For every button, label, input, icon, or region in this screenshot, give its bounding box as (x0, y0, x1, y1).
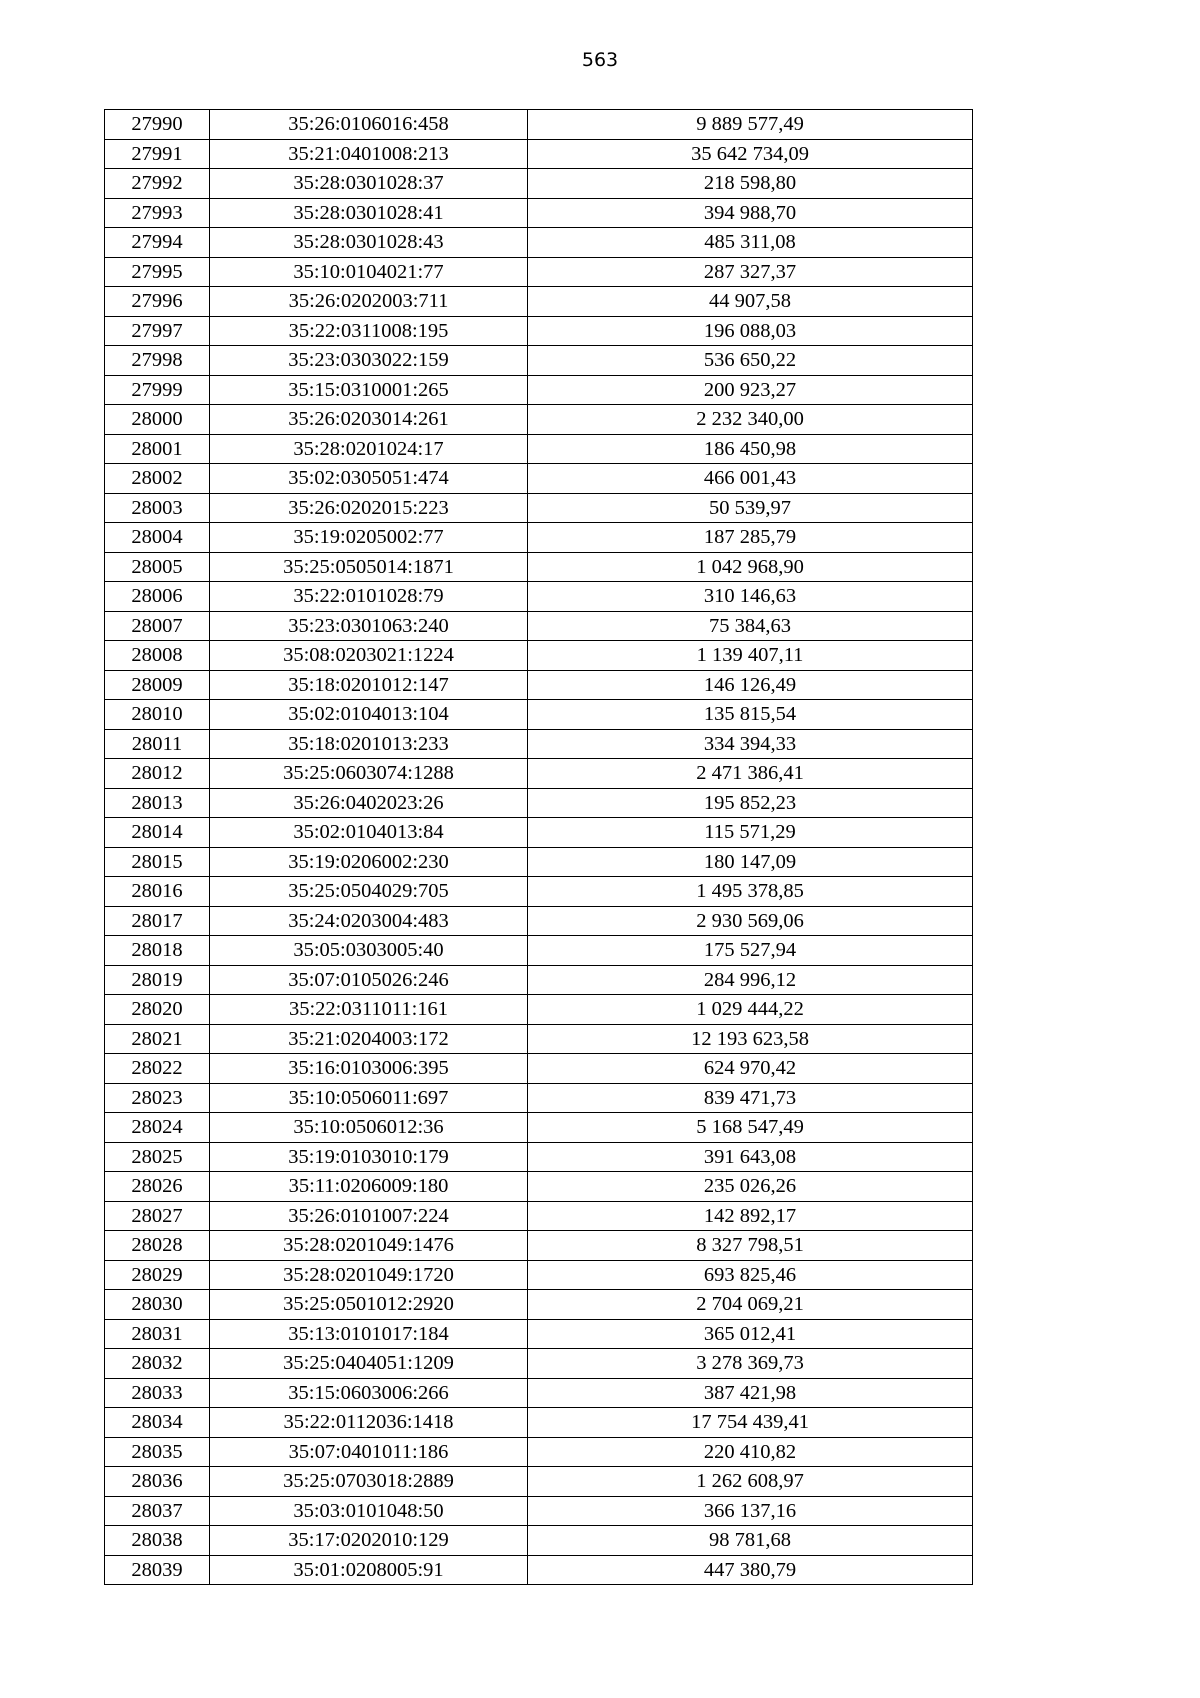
cadastral-number-cell: 35:13:0101017:184 (210, 1319, 528, 1349)
value-cell: 186 450,98 (528, 434, 973, 464)
value-cell: 180 147,09 (528, 847, 973, 877)
table-row (105, 582, 973, 612)
cadastral-number-cell: 35:25:0404051:1209 (210, 1349, 528, 1379)
table-row (105, 906, 973, 936)
value-cell: 2 471 386,41 (528, 759, 973, 789)
value-cell: 394 988,70 (528, 198, 973, 228)
table-row (105, 287, 973, 317)
table-row (105, 611, 973, 641)
value-cell: 12 193 623,58 (528, 1024, 973, 1054)
row-number-cell: 28026 (105, 1172, 210, 1202)
row-number-cell: 27990 (105, 110, 210, 140)
table-row (105, 198, 973, 228)
row-number-cell: 28006 (105, 582, 210, 612)
row-number-cell: 28025 (105, 1142, 210, 1172)
value-cell: 3 278 369,73 (528, 1349, 973, 1379)
row-number-cell: 28002 (105, 464, 210, 494)
cadastral-number-cell: 35:26:0202015:223 (210, 493, 528, 523)
row-number-cell: 28021 (105, 1024, 210, 1054)
row-number-cell: 28009 (105, 670, 210, 700)
table-row (105, 552, 973, 582)
value-cell: 2 704 069,21 (528, 1290, 973, 1320)
table-row (105, 434, 973, 464)
row-number-cell: 28034 (105, 1408, 210, 1438)
value-cell: 365 012,41 (528, 1319, 973, 1349)
table-row (105, 1260, 973, 1290)
table-row (105, 110, 973, 140)
page-number: 563 (581, 49, 619, 71)
row-number-cell: 28020 (105, 995, 210, 1025)
value-cell: 693 825,46 (528, 1260, 973, 1290)
cadastral-number-cell: 35:28:0301028:41 (210, 198, 528, 228)
cadastral-number-cell: 35:19:0103010:179 (210, 1142, 528, 1172)
cadastral-number-cell: 35:22:0112036:1418 (210, 1408, 528, 1438)
table-row (105, 1319, 973, 1349)
value-cell: 1 262 608,97 (528, 1467, 973, 1497)
cadastral-number-cell: 35:26:0202003:711 (210, 287, 528, 317)
value-cell: 391 643,08 (528, 1142, 973, 1172)
cadastral-number-cell: 35:19:0205002:77 (210, 523, 528, 553)
row-number-cell: 28018 (105, 936, 210, 966)
value-cell: 2 930 569,06 (528, 906, 973, 936)
cadastral-number-cell: 35:07:0105026:246 (210, 965, 528, 995)
value-cell: 146 126,49 (528, 670, 973, 700)
table-row (105, 346, 973, 376)
value-cell: 2 232 340,00 (528, 405, 973, 435)
row-number-cell: 28019 (105, 965, 210, 995)
row-number-cell: 28038 (105, 1526, 210, 1556)
row-number-cell: 28013 (105, 788, 210, 818)
table-row (105, 493, 973, 523)
table-row (105, 1083, 973, 1113)
row-number-cell: 28024 (105, 1113, 210, 1143)
value-cell: 1 139 407,11 (528, 641, 973, 671)
value-cell: 5 168 547,49 (528, 1113, 973, 1143)
table-row (105, 729, 973, 759)
table-row (105, 1201, 973, 1231)
value-cell: 1 042 968,90 (528, 552, 973, 582)
table-row (105, 1113, 973, 1143)
value-cell: 310 146,63 (528, 582, 973, 612)
table-row (105, 1349, 973, 1379)
cadastral-number-cell: 35:03:0101048:50 (210, 1496, 528, 1526)
table-row (105, 228, 973, 258)
value-cell: 9 889 577,49 (528, 110, 973, 140)
value-cell: 195 852,23 (528, 788, 973, 818)
value-cell: 284 996,12 (528, 965, 973, 995)
value-cell: 1 495 378,85 (528, 877, 973, 907)
value-cell: 218 598,80 (528, 169, 973, 199)
row-number-cell: 28022 (105, 1054, 210, 1084)
cadastral-number-cell: 35:22:0311008:195 (210, 316, 528, 346)
value-cell: 447 380,79 (528, 1555, 973, 1585)
table-row (105, 818, 973, 848)
cadastral-number-cell: 35:02:0104013:84 (210, 818, 528, 848)
value-cell: 485 311,08 (528, 228, 973, 258)
cadastral-number-cell: 35:26:0203014:261 (210, 405, 528, 435)
cadastral-number-cell: 35:16:0103006:395 (210, 1054, 528, 1084)
cadastral-number-cell: 35:05:0303005:40 (210, 936, 528, 966)
value-cell: 196 088,03 (528, 316, 973, 346)
row-number-cell: 27999 (105, 375, 210, 405)
value-cell: 17 754 439,41 (528, 1408, 973, 1438)
value-cell: 44 907,58 (528, 287, 973, 317)
value-cell: 624 970,42 (528, 1054, 973, 1084)
table-row (105, 257, 973, 287)
value-cell: 50 539,97 (528, 493, 973, 523)
value-cell: 536 650,22 (528, 346, 973, 376)
table-row (105, 1142, 973, 1172)
row-number-cell: 28015 (105, 847, 210, 877)
cadastral-number-cell: 35:18:0201012:147 (210, 670, 528, 700)
value-cell: 235 026,26 (528, 1172, 973, 1202)
row-number-cell: 28001 (105, 434, 210, 464)
value-cell: 98 781,68 (528, 1526, 973, 1556)
table-row (105, 788, 973, 818)
row-number-cell: 28017 (105, 906, 210, 936)
value-cell: 187 285,79 (528, 523, 973, 553)
table-row (105, 759, 973, 789)
row-number-cell: 28029 (105, 1260, 210, 1290)
value-cell: 334 394,33 (528, 729, 973, 759)
cadastral-number-cell: 35:10:0104021:77 (210, 257, 528, 287)
table-row (105, 965, 973, 995)
row-number-cell: 28030 (105, 1290, 210, 1320)
cadastral-number-cell: 35:28:0301028:37 (210, 169, 528, 199)
cadastral-number-cell: 35:10:0506012:36 (210, 1113, 528, 1143)
table-row (105, 877, 973, 907)
cadastral-number-cell: 35:18:0201013:233 (210, 729, 528, 759)
row-number-cell: 27992 (105, 169, 210, 199)
row-number-cell: 28035 (105, 1437, 210, 1467)
value-cell: 142 892,17 (528, 1201, 973, 1231)
row-number-cell: 28023 (105, 1083, 210, 1113)
row-number-cell: 28003 (105, 493, 210, 523)
row-number-cell: 28011 (105, 729, 210, 759)
table-row (105, 523, 973, 553)
cadastral-number-cell: 35:25:0501012:2920 (210, 1290, 528, 1320)
table-row (105, 464, 973, 494)
cadastral-number-cell: 35:10:0506011:697 (210, 1083, 528, 1113)
cadastral-number-cell: 35:02:0305051:474 (210, 464, 528, 494)
table-row (105, 847, 973, 877)
table-row (105, 1054, 973, 1084)
table-row (105, 375, 973, 405)
registry-table-body (105, 110, 973, 1585)
row-number-cell: 27996 (105, 287, 210, 317)
value-cell: 839 471,73 (528, 1083, 973, 1113)
cadastral-number-cell: 35:28:0201024:17 (210, 434, 528, 464)
value-cell: 115 571,29 (528, 818, 973, 848)
cadastral-number-cell: 35:25:0703018:2889 (210, 1467, 528, 1497)
row-number-cell: 28005 (105, 552, 210, 582)
table-row (105, 995, 973, 1025)
cadastral-number-cell: 35:28:0201049:1720 (210, 1260, 528, 1290)
table-row (105, 1172, 973, 1202)
cadastral-number-cell: 35:08:0203021:1224 (210, 641, 528, 671)
cadastral-number-cell: 35:25:0505014:1871 (210, 552, 528, 582)
cadastral-number-cell: 35:07:0401011:186 (210, 1437, 528, 1467)
cadastral-number-cell: 35:15:0603006:266 (210, 1378, 528, 1408)
cadastral-number-cell: 35:21:0401008:213 (210, 139, 528, 169)
cadastral-number-cell: 35:24:0203004:483 (210, 906, 528, 936)
table-row (105, 1437, 973, 1467)
table-row (105, 1024, 973, 1054)
cadastral-number-cell: 35:15:0310001:265 (210, 375, 528, 405)
value-cell: 8 327 798,51 (528, 1231, 973, 1261)
cadastral-number-cell: 35:23:0303022:159 (210, 346, 528, 376)
cadastral-number-cell: 35:21:0204003:172 (210, 1024, 528, 1054)
cadastral-number-cell: 35:26:0101007:224 (210, 1201, 528, 1231)
row-number-cell: 28037 (105, 1496, 210, 1526)
row-number-cell: 27993 (105, 198, 210, 228)
value-cell: 466 001,43 (528, 464, 973, 494)
cadastral-number-cell: 35:25:0603074:1288 (210, 759, 528, 789)
value-cell: 1 029 444,22 (528, 995, 973, 1025)
table-row (105, 139, 973, 169)
table-row (105, 405, 973, 435)
value-cell: 75 384,63 (528, 611, 973, 641)
cadastral-number-cell: 35:02:0104013:104 (210, 700, 528, 730)
registry-table (104, 109, 973, 1585)
row-number-cell: 28012 (105, 759, 210, 789)
row-number-cell: 28027 (105, 1201, 210, 1231)
table-row (105, 316, 973, 346)
table-row (105, 1467, 973, 1497)
value-cell: 135 815,54 (528, 700, 973, 730)
table-row (105, 1231, 973, 1261)
row-number-cell: 28032 (105, 1349, 210, 1379)
cadastral-number-cell: 35:25:0504029:705 (210, 877, 528, 907)
row-number-cell: 28016 (105, 877, 210, 907)
cadastral-number-cell: 35:22:0311011:161 (210, 995, 528, 1025)
row-number-cell: 28007 (105, 611, 210, 641)
table-row (105, 1526, 973, 1556)
row-number-cell: 28036 (105, 1467, 210, 1497)
row-number-cell: 28014 (105, 818, 210, 848)
value-cell: 200 923,27 (528, 375, 973, 405)
cadastral-number-cell: 35:28:0301028:43 (210, 228, 528, 258)
row-number-cell: 27998 (105, 346, 210, 376)
row-number-cell: 28031 (105, 1319, 210, 1349)
value-cell: 387 421,98 (528, 1378, 973, 1408)
row-number-cell: 28039 (105, 1555, 210, 1585)
cadastral-number-cell: 35:01:0208005:91 (210, 1555, 528, 1585)
cadastral-number-cell: 35:28:0201049:1476 (210, 1231, 528, 1261)
cadastral-number-cell: 35:19:0206002:230 (210, 847, 528, 877)
row-number-cell: 27995 (105, 257, 210, 287)
row-number-cell: 28028 (105, 1231, 210, 1261)
table-row (105, 936, 973, 966)
cadastral-number-cell: 35:23:0301063:240 (210, 611, 528, 641)
row-number-cell: 27997 (105, 316, 210, 346)
table-row (105, 1408, 973, 1438)
table-row (105, 1555, 973, 1585)
cadastral-number-cell: 35:17:0202010:129 (210, 1526, 528, 1556)
value-cell: 287 327,37 (528, 257, 973, 287)
table-row (105, 1290, 973, 1320)
cadastral-number-cell: 35:26:0106016:458 (210, 110, 528, 140)
value-cell: 35 642 734,09 (528, 139, 973, 169)
table-row (105, 169, 973, 199)
value-cell: 366 137,16 (528, 1496, 973, 1526)
table-row (105, 700, 973, 730)
table-row (105, 670, 973, 700)
row-number-cell: 28004 (105, 523, 210, 553)
row-number-cell: 27994 (105, 228, 210, 258)
table-row (105, 1496, 973, 1526)
row-number-cell: 28010 (105, 700, 210, 730)
row-number-cell: 27991 (105, 139, 210, 169)
cadastral-number-cell: 35:26:0402023:26 (210, 788, 528, 818)
table-row (105, 1378, 973, 1408)
table-row (105, 641, 973, 671)
row-number-cell: 28033 (105, 1378, 210, 1408)
cadastral-number-cell: 35:11:0206009:180 (210, 1172, 528, 1202)
cadastral-number-cell: 35:22:0101028:79 (210, 582, 528, 612)
row-number-cell: 28008 (105, 641, 210, 671)
value-cell: 175 527,94 (528, 936, 973, 966)
value-cell: 220 410,82 (528, 1437, 973, 1467)
row-number-cell: 28000 (105, 405, 210, 435)
